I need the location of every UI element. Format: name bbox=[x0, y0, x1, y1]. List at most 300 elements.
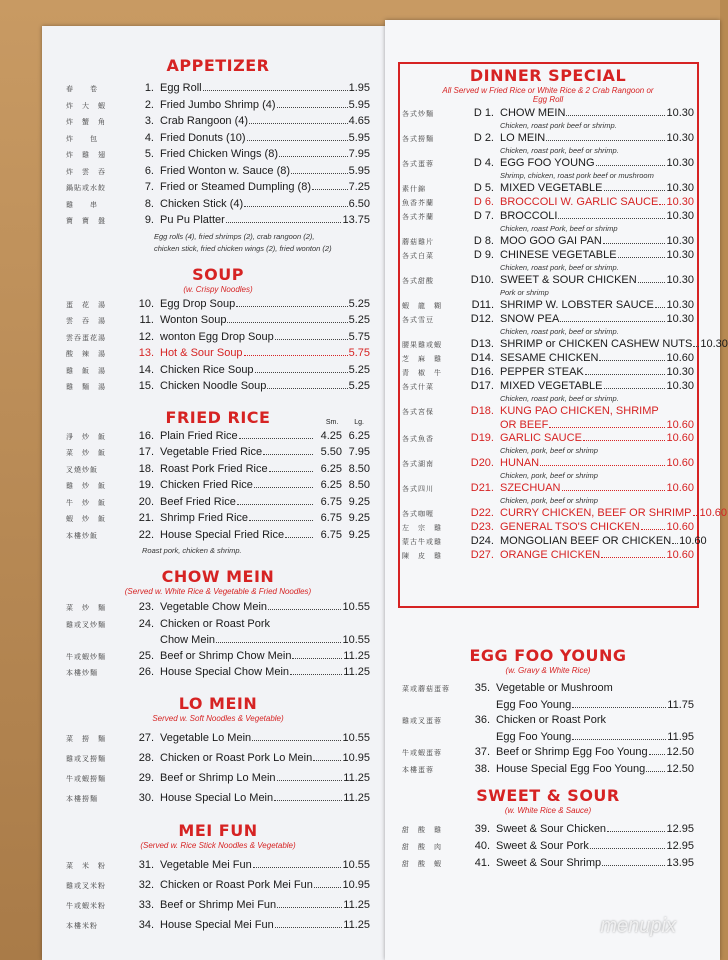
item-price: 5.95 bbox=[348, 98, 370, 111]
item-price: 10.30 bbox=[666, 366, 694, 378]
item-name: SZECHUAN bbox=[500, 482, 561, 494]
large-size-label: Lg. bbox=[354, 418, 364, 426]
leader-dots bbox=[277, 907, 342, 908]
item-chinese-name: 炸 雞 翅 bbox=[66, 151, 106, 159]
item-price: 10.95 bbox=[342, 878, 370, 891]
item-chinese-name: 雞或叉撈麵 bbox=[66, 754, 106, 763]
menu-item bbox=[402, 482, 694, 505]
item-chinese-name: 本樓炒飯 bbox=[66, 531, 98, 540]
item-chinese-name: 各式雪豆 bbox=[402, 316, 434, 324]
item-chinese-name: 各式撈麵 bbox=[402, 135, 434, 143]
leader-dots bbox=[268, 609, 341, 610]
item-price: 11.25 bbox=[343, 649, 370, 662]
item-name: Chicken or Roast Pork bbox=[496, 714, 607, 726]
menu-item bbox=[402, 405, 694, 432]
item-chinese-name: 各式咖喱 bbox=[402, 510, 434, 518]
item-chinese-name: 各式炒麵 bbox=[402, 110, 434, 118]
item-name: Sweet & Sour Chicken bbox=[496, 823, 607, 835]
item-chinese-name: 蛋 花 湯 bbox=[66, 300, 106, 309]
leader-dots bbox=[572, 739, 666, 740]
menu-item bbox=[402, 235, 694, 249]
item-chinese-name: 甜 酸 蝦 bbox=[402, 860, 442, 868]
item-chinese-name: 本樓撈麵 bbox=[66, 794, 98, 803]
leader-dots bbox=[279, 156, 348, 157]
item-price: 12.95 bbox=[666, 823, 694, 835]
item-number: 4. bbox=[144, 131, 154, 144]
item-price: 12.50 bbox=[666, 746, 694, 758]
leader-dots bbox=[641, 529, 666, 530]
item-price: 10.60 bbox=[666, 549, 694, 561]
item-chinese-name: 雲吞蛋花湯 bbox=[66, 333, 106, 342]
item-number: 30. bbox=[138, 791, 154, 804]
item-price: 10.30 bbox=[666, 249, 694, 261]
leader-dots bbox=[314, 887, 342, 888]
menu-item bbox=[66, 896, 370, 916]
item-name: MIXED VEGETABLE bbox=[500, 182, 603, 194]
item-chinese-name: 炸 蟹 角 bbox=[66, 118, 106, 126]
menu-item bbox=[66, 528, 370, 545]
leader-dots bbox=[292, 658, 342, 659]
sweet-sour-section bbox=[402, 786, 694, 872]
menu-item bbox=[66, 197, 370, 214]
menu-item bbox=[66, 495, 370, 512]
item-number: 9. bbox=[144, 214, 154, 226]
item-chinese-name: 素什錦 bbox=[402, 185, 426, 193]
menu-item bbox=[402, 366, 694, 380]
egg-foo-young-title: EGG FOO YOUNG bbox=[469, 646, 627, 665]
item-number: 22. bbox=[138, 528, 154, 541]
item-price: 10.60 bbox=[666, 352, 694, 364]
item-chinese-name: 牛或蝦米粉 bbox=[66, 901, 106, 910]
menu-item bbox=[402, 352, 694, 366]
item-price: 5.25 bbox=[348, 297, 370, 310]
item-name-continued: Egg Foo Young bbox=[496, 698, 572, 711]
leader-dots bbox=[254, 487, 313, 488]
appetizer-section bbox=[66, 56, 370, 255]
item-name: SHRIMP or CHICKEN CASHEW NUTS bbox=[500, 338, 693, 350]
menu-item bbox=[402, 432, 694, 455]
item-chinese-name: 菜或蘑菇蛋蓉 bbox=[402, 685, 450, 693]
item-price-small: 6.25 bbox=[320, 462, 342, 475]
leader-dots bbox=[290, 674, 342, 675]
menu-item bbox=[402, 838, 694, 855]
item-chinese-name: 蒙古牛或雞 bbox=[402, 538, 442, 546]
item-number: 38. bbox=[474, 762, 490, 775]
item-price-small: 6.25 bbox=[320, 479, 342, 491]
leader-dots bbox=[249, 520, 313, 521]
item-number: 6. bbox=[144, 164, 154, 177]
item-name: CHINESE VEGETABLE bbox=[500, 249, 617, 261]
fried-rice-list bbox=[66, 429, 370, 545]
item-chinese-name: 蝦 炒 飯 bbox=[66, 515, 106, 523]
item-number: D10. bbox=[470, 274, 494, 286]
item-chinese-name: 鍋貼或水餃 bbox=[66, 184, 106, 192]
leader-dots bbox=[601, 557, 665, 558]
leader-dots bbox=[693, 515, 699, 516]
sweet-sour-title: SWEET & SOUR bbox=[476, 786, 620, 805]
item-price: 12.95 bbox=[666, 840, 694, 852]
menu-item bbox=[66, 114, 370, 131]
leader-dots bbox=[596, 165, 666, 166]
item-price: 10.30 bbox=[666, 235, 694, 247]
item-name: ORANGE CHICKEN bbox=[500, 549, 601, 561]
item-number: 5. bbox=[144, 148, 154, 160]
item-name: MIXED VEGETABLE bbox=[500, 380, 603, 392]
watermark: menupix bbox=[600, 915, 676, 937]
lo-mein-title: LO MEIN bbox=[178, 693, 258, 713]
item-name: Fried Wonton w. Sauce (8) bbox=[160, 164, 291, 177]
leader-dots bbox=[255, 372, 348, 373]
item-price: 13.95 bbox=[666, 857, 694, 869]
item-name: Sweet & Sour Pork bbox=[496, 840, 589, 852]
item-number: D 2. bbox=[473, 132, 494, 144]
menu-item bbox=[66, 180, 370, 197]
menu-item bbox=[66, 916, 370, 936]
item-description: Shrimp, chicken, roast pork beef or mushroom bbox=[500, 171, 654, 180]
item-chinese-name: 各式魚香 bbox=[402, 435, 434, 443]
item-number: 19. bbox=[138, 479, 154, 491]
menu-item bbox=[402, 535, 707, 549]
item-chinese-name: 牛或蝦炒麵 bbox=[66, 652, 106, 661]
item-number: D12. bbox=[470, 313, 494, 325]
item-description: Pork or shrimp bbox=[500, 288, 549, 297]
item-name: BROCCOLI bbox=[500, 210, 558, 222]
item-price: 10.60 bbox=[699, 507, 728, 519]
leader-dots bbox=[239, 438, 313, 439]
menu-item bbox=[402, 521, 694, 535]
item-price-large: 9.25 bbox=[348, 495, 370, 508]
item-name: CURRY CHICKEN, BEEF OR SHRIMP bbox=[500, 507, 692, 519]
leader-dots bbox=[237, 504, 313, 505]
menu-item bbox=[402, 157, 694, 180]
item-price: 10.30 bbox=[666, 313, 694, 325]
item-price: 10.30 bbox=[666, 157, 694, 169]
item-price: 10.55 bbox=[342, 601, 370, 613]
item-number: 28. bbox=[138, 751, 154, 764]
menu-item bbox=[402, 107, 694, 130]
menu-item bbox=[66, 330, 370, 347]
item-description: Chicken, pork, beef or shrimp bbox=[500, 496, 598, 505]
item-name: PEPPER STEAK bbox=[500, 366, 584, 378]
item-number: 41. bbox=[474, 857, 490, 869]
item-name: House Special Lo Mein bbox=[160, 791, 274, 804]
item-price: 10.30 bbox=[666, 182, 694, 194]
item-name: Chicken or Roast Pork Lo Mein bbox=[160, 751, 313, 764]
item-number: 1. bbox=[144, 82, 154, 94]
item-price: 10.60 bbox=[666, 457, 694, 469]
item-description: Chicken, roast Pork, beef or shrimp bbox=[500, 224, 618, 233]
item-chinese-name: 各式芥蘭 bbox=[402, 213, 434, 221]
item-name: Pu Pu Platter bbox=[160, 214, 225, 226]
leader-dots bbox=[590, 848, 666, 849]
menu-item bbox=[402, 762, 694, 779]
dinner-special-title: DINNER SPECIAL bbox=[469, 66, 627, 85]
menu-item bbox=[402, 299, 694, 313]
leader-dots bbox=[249, 123, 348, 124]
item-name-continued: OR BEEF bbox=[500, 419, 549, 431]
menu-item bbox=[66, 649, 370, 666]
item-number: D17. bbox=[470, 380, 494, 392]
appetizer-list bbox=[66, 81, 370, 230]
item-name: Vegetable Chow Mein bbox=[160, 601, 268, 613]
item-price: 5.75 bbox=[348, 330, 370, 343]
item-number: 20. bbox=[138, 495, 154, 508]
item-name: GENERAL TSO'S CHICKEN bbox=[500, 521, 640, 533]
menu-item bbox=[402, 338, 728, 352]
menu-item bbox=[66, 478, 370, 495]
item-number: 34. bbox=[138, 918, 154, 931]
item-chinese-name: 各式甜酸 bbox=[402, 277, 434, 285]
item-number: 21. bbox=[138, 512, 154, 524]
item-name: Beef or Shrimp Chow Mein bbox=[160, 649, 292, 662]
leader-dots bbox=[659, 204, 665, 205]
item-price: 5.95 bbox=[348, 131, 370, 144]
item-price: 11.25 bbox=[343, 771, 370, 784]
fried-rice-note: Roast pork, chicken & shrimp. bbox=[142, 546, 242, 555]
item-number: D19. bbox=[470, 432, 494, 444]
item-price: 10.30 bbox=[700, 338, 728, 350]
item-chinese-name: 雞或叉蛋蓉 bbox=[402, 717, 442, 725]
leader-dots bbox=[227, 322, 347, 323]
item-name: SWEET & SOUR CHICKEN bbox=[500, 274, 637, 286]
item-chinese-name: 各式宮保 bbox=[402, 408, 434, 416]
item-price: 5.75 bbox=[348, 347, 370, 359]
item-name: wonton Egg Drop Soup bbox=[160, 330, 274, 343]
item-chinese-name: 菜 炒 飯 bbox=[66, 449, 106, 457]
leader-dots bbox=[646, 771, 665, 772]
item-price: 10.60 bbox=[666, 432, 694, 444]
item-chinese-name: 各式什菜 bbox=[402, 383, 434, 391]
item-price-large: 9.25 bbox=[348, 512, 370, 524]
item-name-continued: Chow Mein bbox=[160, 634, 216, 646]
item-description: Chicken, pork, beef or shrimp bbox=[500, 446, 598, 455]
item-number: 18. bbox=[138, 462, 154, 475]
menu-item bbox=[66, 729, 370, 749]
item-name: Beef or Shrimp Egg Foo Young bbox=[496, 746, 648, 758]
mei-fun-section bbox=[66, 821, 370, 936]
menu-item bbox=[66, 164, 370, 181]
menu-item bbox=[402, 821, 694, 838]
item-price: 10.30 bbox=[666, 196, 694, 208]
item-price-large: 9.25 bbox=[348, 528, 370, 541]
item-price: 10.30 bbox=[666, 274, 694, 286]
left-menu-column bbox=[66, 56, 370, 936]
item-chinese-name: 陳 皮 雞 bbox=[402, 552, 442, 560]
menu-item bbox=[402, 380, 694, 403]
item-chinese-name: 各式蛋蓉 bbox=[402, 160, 434, 168]
leader-dots bbox=[275, 339, 348, 340]
item-number: D13. bbox=[470, 338, 494, 350]
appetizer-title: APPETIZER bbox=[166, 56, 270, 75]
item-name: House Special Mei Fun bbox=[160, 918, 274, 931]
item-name: MOO GOO GAI PAN bbox=[500, 235, 602, 247]
leader-dots bbox=[618, 257, 666, 258]
item-name: Beef Fried Rice bbox=[160, 495, 236, 508]
dinner-special-subtitle: All Served w Fried Rice or White Rice & 2 Crab Rangoon or Egg Roll bbox=[442, 86, 654, 104]
chow-mein-section bbox=[66, 567, 370, 682]
item-number: D11. bbox=[471, 299, 494, 311]
item-price-small: 5.50 bbox=[320, 446, 342, 458]
item-number: D27. bbox=[470, 549, 494, 561]
soup-subtitle: (w. Crispy Noodles) bbox=[183, 284, 253, 294]
leader-dots bbox=[247, 140, 348, 141]
item-price: 13.75 bbox=[342, 214, 370, 226]
menu-item bbox=[66, 789, 370, 809]
menu-item bbox=[66, 346, 370, 363]
leader-dots bbox=[583, 440, 666, 441]
menu-item bbox=[402, 196, 694, 210]
leader-dots bbox=[572, 707, 666, 708]
item-chinese-name: 雲 吞 湯 bbox=[66, 317, 106, 325]
item-price: 10.30 bbox=[666, 210, 694, 222]
item-number: 17. bbox=[138, 446, 154, 458]
item-number: 27. bbox=[138, 731, 154, 744]
item-chinese-name: 炸 包 bbox=[66, 134, 98, 143]
item-price: 10.55 bbox=[342, 858, 370, 871]
item-name: SESAME CHICKEN bbox=[500, 352, 599, 364]
item-chinese-name: 雞 炒 飯 bbox=[66, 482, 106, 490]
item-price-small: 6.75 bbox=[320, 528, 342, 541]
item-chinese-name: 各式四川 bbox=[402, 485, 434, 493]
item-chinese-name: 淨 炒 飯 bbox=[66, 432, 106, 441]
menu-item bbox=[402, 249, 694, 272]
menu-item bbox=[402, 855, 694, 872]
leader-dots bbox=[269, 471, 313, 472]
item-number: 3. bbox=[144, 115, 154, 127]
fried-rice-title: FRIED RICE bbox=[165, 407, 271, 427]
leader-dots bbox=[649, 754, 666, 755]
item-number: D16. bbox=[470, 366, 494, 378]
leader-dots bbox=[267, 388, 347, 389]
item-chinese-name: 各式白菜 bbox=[402, 252, 434, 260]
item-price: 11.25 bbox=[343, 918, 370, 931]
item-name: House Special Fried Rice bbox=[160, 528, 285, 541]
item-number: D23. bbox=[470, 521, 494, 533]
item-chinese-name: 牛或蝦蛋蓉 bbox=[402, 749, 442, 757]
menu-item bbox=[66, 856, 370, 876]
menu-item bbox=[66, 511, 370, 528]
item-number: 25. bbox=[138, 649, 154, 662]
item-name: Chicken Noodle Soup bbox=[160, 380, 267, 392]
item-price: 11.25 bbox=[343, 898, 370, 911]
item-name: LO MEIN bbox=[500, 132, 546, 144]
leader-dots bbox=[312, 189, 348, 190]
item-name: Chicken Stick (4) bbox=[160, 197, 244, 210]
item-name: Vegetable Fried Rice bbox=[160, 446, 263, 458]
leader-dots bbox=[607, 831, 665, 832]
leader-dots bbox=[277, 107, 348, 108]
item-price: 7.25 bbox=[348, 181, 370, 193]
item-chinese-name: 雞或叉炒麵 bbox=[66, 620, 106, 629]
chow-mein-list bbox=[66, 600, 370, 682]
item-chinese-name: 雞或叉米粉 bbox=[66, 881, 106, 890]
item-price: 1.95 bbox=[348, 82, 370, 94]
leader-dots bbox=[603, 243, 666, 244]
leader-dots bbox=[560, 321, 665, 322]
sweet-sour-list bbox=[402, 821, 694, 872]
egg-foo-young-list bbox=[402, 681, 694, 778]
item-chinese-name: 本樓蛋蓉 bbox=[402, 765, 434, 774]
menu-item bbox=[66, 429, 370, 446]
leader-dots bbox=[562, 490, 666, 491]
item-name: Plain Fried Rice bbox=[160, 429, 238, 442]
mei-fun-title: MEI FUN bbox=[178, 820, 258, 840]
fried-rice-section bbox=[66, 408, 370, 556]
item-chinese-name: 甜 酸 雞 bbox=[402, 826, 442, 834]
item-description: Chicken, roast pork, beef or shrimp. bbox=[500, 146, 619, 155]
item-name: HUNAN bbox=[500, 457, 540, 469]
menu-item bbox=[66, 147, 370, 164]
item-chinese-name: 炸 雲 吞 bbox=[66, 167, 106, 176]
item-chinese-name: 雞 串 bbox=[66, 200, 98, 209]
item-chinese-name: 菜 撈 麵 bbox=[66, 734, 106, 743]
item-price: 10.30 bbox=[666, 107, 694, 119]
item-name: Chicken Rice Soup bbox=[160, 363, 254, 376]
item-name: Fried Donuts (10) bbox=[160, 131, 246, 144]
item-number: 36. bbox=[474, 714, 490, 726]
item-chinese-name: 酸 辣 湯 bbox=[66, 350, 106, 358]
menu-item bbox=[66, 213, 370, 230]
small-size-label: Sm. bbox=[325, 418, 339, 426]
item-chinese-name: 菜 炒 麵 bbox=[66, 604, 106, 612]
item-price: 5.25 bbox=[348, 314, 370, 326]
leader-dots bbox=[203, 90, 348, 91]
item-name: Fried or Steamed Dumpling (8) bbox=[160, 181, 312, 193]
item-number: D21. bbox=[470, 482, 494, 494]
soup-list bbox=[66, 297, 370, 396]
leader-dots bbox=[585, 374, 666, 375]
menu-item bbox=[402, 182, 694, 196]
menu-item bbox=[402, 681, 694, 713]
item-number: D 4. bbox=[473, 157, 494, 169]
item-price: 5.25 bbox=[348, 380, 370, 392]
item-name: Vegetable or Mushroom bbox=[496, 682, 613, 694]
leader-dots bbox=[216, 642, 341, 643]
item-price: 10.30 bbox=[666, 299, 694, 311]
leader-dots bbox=[244, 355, 348, 356]
dinner-special-list bbox=[402, 107, 728, 563]
item-number: 40. bbox=[474, 840, 490, 852]
item-price: 10.30 bbox=[666, 380, 694, 392]
leader-dots bbox=[693, 346, 699, 347]
leader-dots bbox=[655, 307, 666, 308]
menu-item bbox=[66, 617, 370, 649]
menu-item bbox=[402, 457, 694, 480]
item-price: 10.60 bbox=[666, 482, 694, 494]
menu-item bbox=[402, 132, 694, 155]
item-price: 11.75 bbox=[667, 698, 694, 711]
item-name: Beef or Shrimp Lo Mein bbox=[160, 771, 276, 784]
item-price: 5.25 bbox=[348, 363, 370, 376]
item-name: Roast Pork Fried Rice bbox=[160, 462, 268, 475]
item-price: 6.50 bbox=[348, 197, 370, 210]
item-number: 15. bbox=[138, 380, 154, 392]
leader-dots bbox=[599, 360, 665, 361]
item-description: Chicken, roast pork, beef or shrimp. bbox=[500, 394, 619, 403]
item-name: Beef or Shrimp Mei Fun bbox=[160, 898, 277, 911]
item-chinese-name: 叉燒炒飯 bbox=[66, 465, 98, 474]
item-name: KUNG PAO CHICKEN, SHRIMP bbox=[500, 405, 659, 417]
lo-mein-section bbox=[66, 694, 370, 809]
item-name: Sweet & Sour Shrimp bbox=[496, 857, 602, 869]
item-price: 10.55 bbox=[342, 731, 370, 744]
item-price: 7.95 bbox=[348, 148, 370, 160]
item-price: 10.60 bbox=[666, 419, 694, 431]
item-number: 33. bbox=[138, 898, 154, 911]
menu-item bbox=[66, 379, 370, 396]
menu-item bbox=[66, 98, 370, 115]
menu-item bbox=[402, 210, 694, 233]
